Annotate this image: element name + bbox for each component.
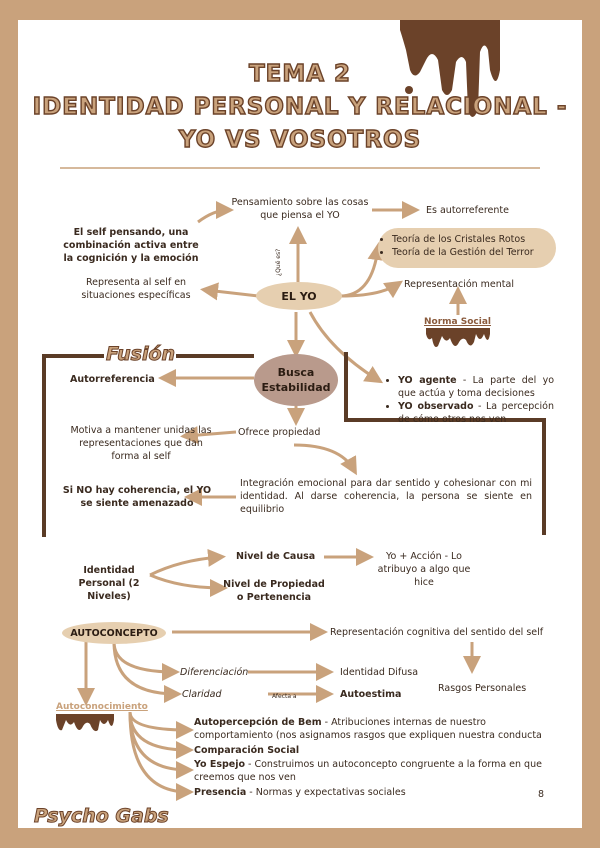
yo-agente-label: YO agente <box>398 375 457 386</box>
nivel-propiedad-text: Nivel de Propiedad o Pertenencia <box>223 579 325 603</box>
autoestima-text: Autoestima <box>340 689 402 700</box>
identidad-difusa-text: Identidad Difusa <box>340 667 419 678</box>
rasgos-personales-text: Rasgos Personales <box>438 683 527 694</box>
autoconocimiento-label: Autoconocimiento <box>56 702 148 712</box>
teoria-item: • Teoría de la Gestión del Terror <box>392 246 556 259</box>
page-number: 8 <box>538 789 545 800</box>
yo-observado-label: YO observado <box>398 401 474 412</box>
title-line-2: IDENTIDAD PERSONAL Y RELACIONAL - <box>32 94 568 120</box>
afecta-a-label: Afecta a <box>272 693 297 700</box>
teoria-item: • Teoría de los Cristales Rotos <box>392 233 556 246</box>
representacion-cognitiva-text: Representación cognitiva del sentido del self <box>330 627 544 638</box>
yo-accion-text: Yo + Acción - Lo atribuyo a algo que hice <box>377 551 471 588</box>
autorreferente-text: Es autorreferente <box>426 205 509 216</box>
diferenciacion-text: Diferenciación <box>180 667 249 678</box>
autorreferencia-text: Autorreferencia <box>70 374 155 385</box>
busca-estabilidad-node: Busca Estabilidad <box>254 354 338 406</box>
yo-espejo-item <box>194 758 546 784</box>
title-line-3: YO VS VOSOTROS <box>178 127 422 153</box>
fusion-label: Fusión <box>106 343 176 365</box>
autopercepcion-desc: - Atribuciones internas de nuestro comportamiento (nos asignamos rasgos que expliquen nuestra conducta <box>194 717 542 741</box>
title-line-1: TEMA 2 <box>248 61 352 87</box>
norma-social-label: Norma Social <box>424 317 491 327</box>
autopercepcion-item <box>194 716 546 742</box>
representacion-mental-text: Representación mental <box>404 279 514 290</box>
yo-espejo-label: Yo Espejo <box>194 759 246 770</box>
motiva-text: Motiva a mantener unidas las representaciones que dan forma al self <box>70 425 212 462</box>
que-es-label: ¿Qué es? <box>275 248 282 276</box>
yo-observado-desc: - La percepción de cómo otros nos ven <box>398 401 554 425</box>
representa-text: Representa al self en situaciones específicas <box>81 277 191 301</box>
presencia-item <box>194 786 546 799</box>
nivel-causa-text: Nivel de Causa <box>236 551 316 562</box>
yo-espejo-desc: - Construimos un autoconcepto congruente a la forma en que creemos que nos ven <box>194 759 542 783</box>
identidad-personal-text: Identidad Personal (2 Niveles) <box>78 565 140 602</box>
el-yo-node: EL YO <box>256 282 342 310</box>
presencia-desc: - Normas y expectativas sociales <box>246 787 406 798</box>
autoconcepto-node: AUTOCONCEPTO <box>62 622 166 644</box>
claridad-text: Claridad <box>182 689 222 700</box>
autopercepcion-label: Autopercepción de Bem <box>194 717 322 728</box>
integracion-text: Integración emocional para dar sentido y cohesionar con mi identidad. Al darse coherencia, la persona se siente en equilibrio <box>240 478 532 515</box>
ofrece-propiedad-text: Ofrece propiedad <box>238 427 321 438</box>
presencia-label: Presencia <box>194 787 247 798</box>
brand-logo: Psycho Gabs <box>34 805 169 827</box>
yo-agente-desc: - La parte del yo que actúa y toma decisiones <box>398 375 555 399</box>
si-no-coherencia-text: Si NO hay coherencia, el YO se siente amenazado <box>62 485 212 509</box>
pensamiento-text: Pensamiento sobre las cosas que piensa el YO <box>231 197 369 221</box>
comparacion-label: Comparación Social <box>194 745 300 756</box>
comparacion-item <box>194 744 546 757</box>
self-pensando-text: El self pensando, una combinación activa entre la cognición y la emoción <box>63 227 199 264</box>
